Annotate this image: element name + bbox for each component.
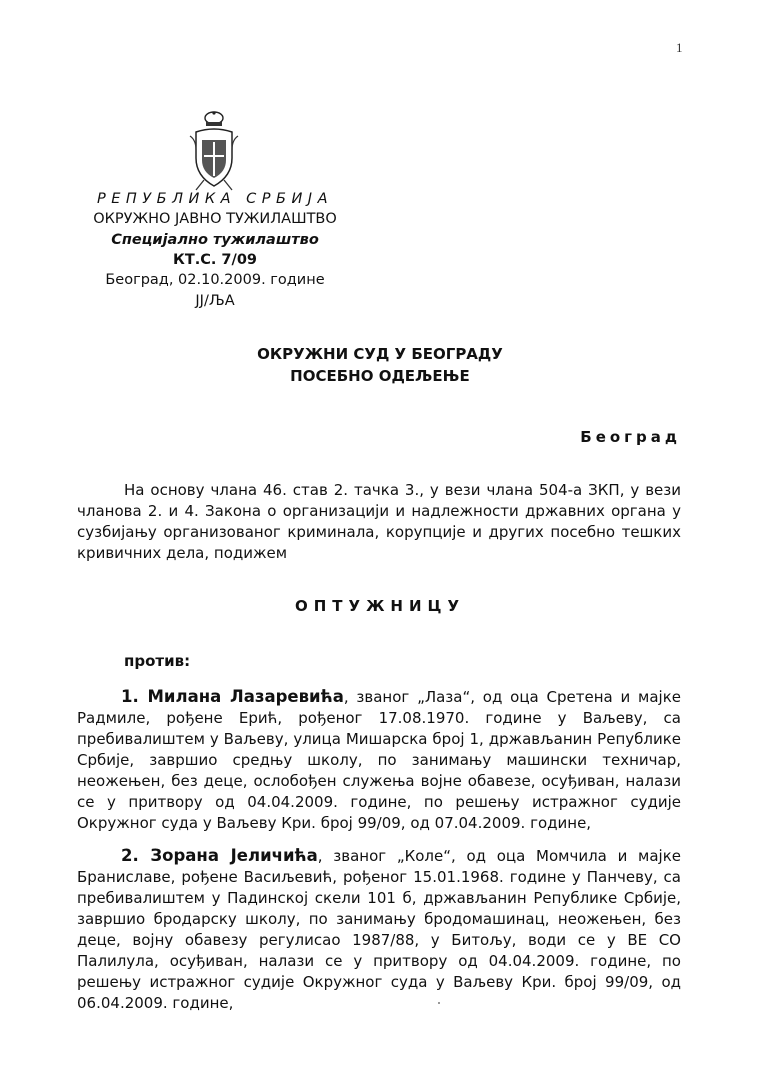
court-name: ОКРУЖНИ СУД У БЕОГРАДУ — [257, 345, 503, 363]
accused-details: , званог „Лаза“, од оца Сретена и мајке Радмиле, рођене Ерић, рођеног 17.08.1970. године у Ваљеву, са пребивалиштем у Ваљеву, улица Мишарска број 1, држављанин Републике Србије, завршио средњу школу, по занимању машински техничар, неожењен, без деце, ослобођен служења војне обавезе, осуђиван, налази се у притвору од 04.04.2009. године, по решењу истражног судије Окружног суда у Ваљеву Кри. број 99/09, од 07.04.2009. године, — [77, 688, 681, 832]
initials: ЈЈ/ЉА — [195, 293, 235, 309]
accused-paragraph — [77, 686, 681, 834]
document-title: ОПТУЖНИЦУ — [294, 597, 466, 615]
accused-name: 2. Зорана Јеличића — [121, 846, 318, 865]
republic-name: РЕПУБЛИКА СРБИЈА — [96, 191, 334, 207]
page-number: 1 — [676, 40, 683, 55]
case-number: КТ.С. 7/09 — [172, 252, 257, 268]
coat-of-arms-icon — [186, 110, 242, 192]
accused-name: 1. Милана Лазаревића — [121, 687, 344, 706]
accused-details: , званог „Коле“, од оца Момчила и мајке Браниславе, рођене Васиљевић, рођеног 15.01.1968. године у Панчеву, са пребивалиштем у Падинској скели 101 б, држављанин Републике Србије, завршио бродарску школу, по занимању бродомашинац, неожењен, без деце, војну обавезу регулисао 1987/88, у Битољу, води се у ВЕ СО Палилула, осуђиван, налази се у притвору од 04.04.2009. године, по решењу истражног судије Окружног суда у Ваљеву Кри. број 99/09, од 06.04.2009. године, — [77, 847, 681, 1012]
accused-paragraph — [77, 845, 681, 1014]
special-office: Специјално тужилаштво — [111, 232, 319, 248]
scan-speck — [438, 1002, 440, 1004]
intro-paragraph: На основу члана 46. став 2. тачка 3., у вези члана 504-а ЗКП, у вези чланова 2. и 4. Закона о организацији и надлежности државних органа у сузбијању организованог криминала, корупције и других посебно тешких кривичних дела, подижем — [77, 481, 681, 562]
addressee-city: Београд — [580, 428, 681, 446]
office-name: ОКРУЖНО ЈАВНО ТУЖИЛАШТВО — [93, 211, 337, 227]
court-department: ПОСЕБНО ОДЕЉЕЊЕ — [290, 367, 470, 385]
place-date: Београд, 02.10.2009. године — [105, 272, 325, 288]
against-label: против: — [124, 652, 191, 670]
